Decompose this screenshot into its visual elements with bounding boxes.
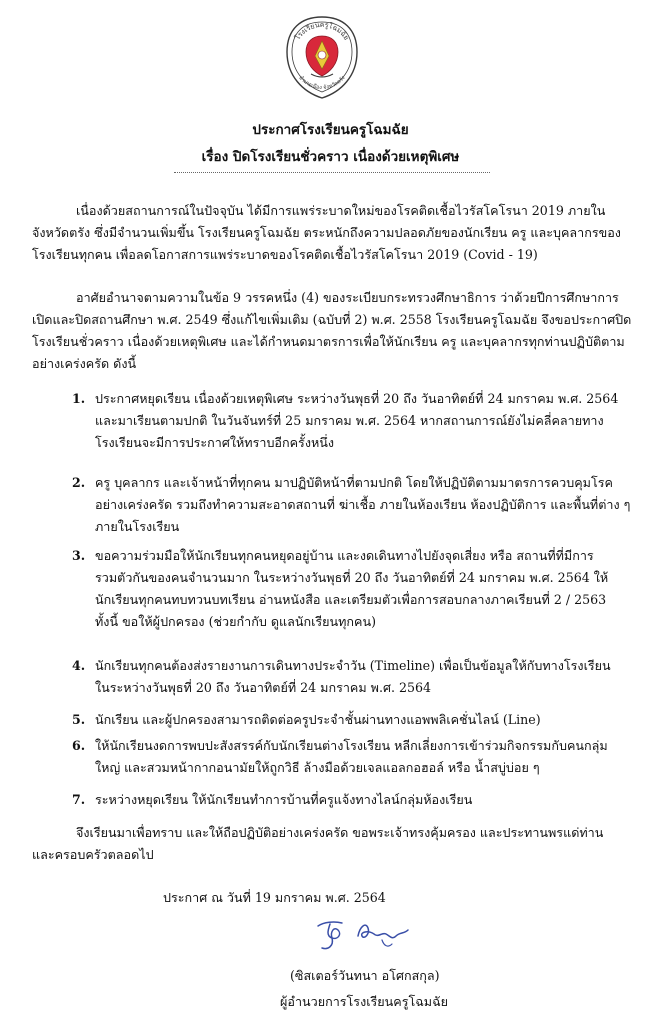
school-logo	[283, 14, 361, 100]
announcement-date: ประกาศ ณ วันที่ 19 มกราคม พ.ศ. 2564	[163, 890, 386, 905]
item-number: 3.	[72, 548, 86, 563]
measure-item-7	[72, 789, 638, 811]
item-line: ให้นักเรียนงดการพบปะสังสรรค์กับนักเรียนต่างโรงเรียน หลีกเลี่ยงการเข้าร่วมกิจกรรมกับคนกลุ่ม	[95, 738, 608, 753]
item-line: และมาเรียนตามปกติ ในวันจันทร์ที่ 25 มกราคม พ.ศ. 2564 หากสถานการณ์ยังไม่คลี่คลายทาง	[95, 413, 604, 428]
logo-top-text: โรงเรียนครูโฉมฉัย	[293, 20, 351, 42]
item-line: ขอความร่วมมือให้นักเรียนทุกคนหยุดอยู่บ้าน และงดเดินทางไปยังจุดเสี่ยง หรือ สถานที่ที่มีการ	[95, 548, 594, 563]
paragraph-line: และครอบครัวตลอดไป	[32, 847, 154, 862]
item-line: ระหว่างหยุดเรียน ให้นักเรียนทำการบ้านที่ครูแจ้งทางไลน์กลุ่มห้องเรียน	[95, 792, 473, 807]
item-line: โรงเรียนจะมีการประกาศให้ทราบอีกครั้งหนึ่ง	[95, 435, 335, 450]
signer-title: ผู้อำนวยการโรงเรียนครูโฉมฉัย	[280, 994, 449, 1009]
item-line: ในระหว่างวันพุธที่ 20 ถึง วันอาทิตย์ที่ 24 มกราคม พ.ศ. 2564	[95, 680, 432, 695]
logo-bottom-text: อำเภอเมือง จังหวัดตรัง	[297, 75, 347, 92]
item-number: 5.	[72, 712, 86, 727]
signature-image	[312, 916, 422, 954]
signer-name: (ซิสเตอร์วันทนา อโศกสกุล)	[290, 968, 440, 983]
paragraph-line: เปิดและปิดสถานศึกษา พ.ศ. 2549 ซึ่งแก้ไขเพิ่มเติม (ฉบับที่ 2) พ.ศ. 2558 โรงเรียนครูโฉมฉัย จึงขอประกาศปิด	[32, 312, 632, 327]
paragraph-line: อย่างเคร่งครัด ดังนี้	[32, 356, 137, 371]
authority-paragraph	[32, 287, 632, 375]
paragraph-line: จึงเรียนมาเพื่อทราบ และให้ถือปฏิบัติอย่างเคร่งครัด ขอพระเจ้าทรงคุ้มครอง และประทานพรแด่ท่าน	[76, 825, 604, 840]
item-line: ใหญ่ และสวมหน้ากากอนามัยให้ถูกวิธี ล้างมือด้วยเจลแอลกอฮอล์ หรือ น้ำสบู่บ่อย ๆ	[95, 760, 540, 775]
item-number: 6.	[72, 738, 86, 753]
measure-item-4	[72, 655, 638, 699]
paragraph-line: โรงเรียนทุกคน เพื่อลดโอกาสการแพร่ระบาดของโรคติดเชื้อไวรัสโคโรนา 2019 (Covid - 19)	[32, 247, 538, 262]
measure-item-6	[72, 735, 638, 779]
item-line: อย่างเคร่งครัด รวมถึงทำความสะอาดสถานที่ ฆ่าเชื้อ ภายในห้องเรียน ห้องปฏิบัติการ และพื้นที่ต่าง ๆ	[95, 497, 631, 512]
item-line: นักเรียนทุกคนทบทวนบทเรียน อ่านหนังสือ และเตรียมตัวเพื่อการสอบกลางภาคเรียนที่ 2 / 2563	[95, 592, 607, 607]
item-line: รวมตัวกันของคนจำนวนมาก ในระหว่างวันพุธที่ 20 ถึง วันอาทิตย์ที่ 24 มกราคม พ.ศ. 2564 ให้	[95, 570, 609, 585]
measure-item-1	[72, 388, 638, 454]
paragraph-line: จังหวัดตรัง ซึ่งมีจำนวนเพิ่มขึ้น โรงเรียนครูโฉมฉัย ตระหนักถึงความปลอดภัยของนักเรียน ครู และบุคลากรของ	[32, 225, 621, 240]
item-number: 2.	[72, 475, 86, 490]
item-line: ประกาศหยุดเรียน เนื่องด้วยเหตุพิเศษ ระหว่างวันพุธที่ 20 ถึง วันอาทิตย์ที่ 24 มกราคม พ.ศ. 2564	[95, 391, 619, 406]
intro-paragraph	[32, 200, 632, 266]
item-line: นักเรียน และผู้ปกครองสามารถติดต่อครูประจำชั้นผ่านทางแอพพลิเคชั่นไลน์ (Line)	[95, 712, 541, 727]
paragraph-line: เนื่องด้วยสถานการณ์ในปัจจุบัน ได้มีการแพร่ระบาดใหม่ของโรคติดเชื้อไวรัสโคโรนา 2019 ภายใน	[76, 203, 606, 218]
announcement-title: ประกาศโรงเรียนครูโฉมฉัย	[252, 122, 409, 138]
item-line: ครู บุคลากร และเจ้าหน้าที่ทุกคน มาปฏิบัติหน้าที่ตามปกติ โดยให้ปฏิบัติตามมาตรการควบคุมโรค	[95, 475, 613, 490]
paragraph-line: โรงเรียนชั่วคราว เนื่องด้วยเหตุพิเศษ และได้กำหนดมาตรการเพื่อให้นักเรียน ครู และบุคลากรทุกท่านปฏิบัติตาม	[32, 334, 625, 349]
item-number: 4.	[72, 658, 86, 673]
title-divider	[174, 172, 490, 173]
item-number: 7.	[72, 792, 86, 807]
closing-paragraph	[32, 822, 632, 866]
item-number: 1.	[72, 391, 86, 406]
paragraph-line: อาศัยอำนาจตามความในข้อ 9 วรรคหนึ่ง (4) ของระเบียบกระทรวงศึกษาธิการ ว่าด้วยปีการศึกษาการ	[76, 290, 619, 305]
announcement-subject: เรื่อง ปิดโรงเรียนชั่วคราว เนื่องด้วยเหตุพิเศษ	[201, 149, 460, 165]
measure-item-5	[72, 709, 638, 731]
measure-item-3	[72, 545, 638, 633]
item-line: ทั้งนี้ ขอให้ผู้ปกครอง (ช่วยกำกับ ดูแลนักเรียนทุกคน)	[95, 614, 376, 629]
item-line: ภายในโรงเรียน	[95, 519, 180, 534]
item-line: นักเรียนทุกคนต้องส่งรายงานการเดินทางประจำวัน (Timeline) เพื่อเป็นข้อมูลให้กับทางโรงเรียน	[95, 658, 611, 673]
measure-item-2	[72, 472, 638, 538]
